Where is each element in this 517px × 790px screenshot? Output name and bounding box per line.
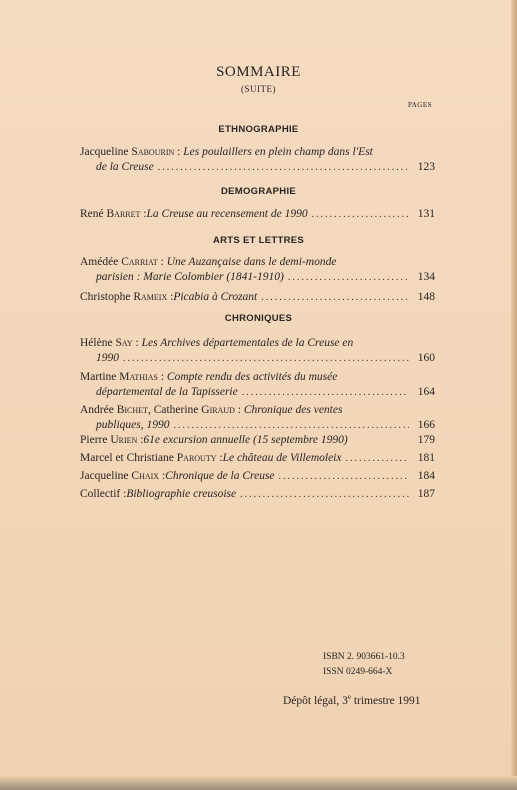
leader-dots [173,418,409,433]
entry-page: 181 [417,452,435,464]
toc-entry [80,451,435,466]
entry-title: publiques, 1990 [96,419,170,431]
entry-author: Marcel et Christiane Parouty : [80,452,223,464]
isbn: ISBN 2. 903661-10.3 [323,652,405,662]
toc-entry-line [80,451,435,466]
entry-page: 164 [417,386,435,398]
entry-author: Amédée Carriat : Une Auzançaise dans le demi-monde [80,256,337,268]
leader-dots [345,451,409,466]
entry-page: 148 [417,291,435,303]
entry-title: Bibliographie creusoise [126,488,237,500]
toc-entry [80,255,435,285]
entry-title: Chronique de la Creuse [165,470,275,482]
entry-page: 123 [417,161,435,173]
leader-dots [242,385,409,400]
toc-entry [80,336,435,366]
entry-author: Jacqueline Sabourin : Les poulaillers en plein champ dans l'Est [80,146,373,158]
entry-author: Collectif : [80,488,127,500]
entry-title: départemental de la Tapisserie [96,386,238,398]
toc-entry-line [80,255,435,270]
toc-entry [80,403,435,433]
toc-entry-line [80,270,435,285]
toc-entry-line [80,370,435,385]
entry-title: 1990 [96,352,119,364]
leader-dots [158,160,409,175]
entry-author: René Barret : [80,208,147,220]
section-heading-arts-et-lettres: ARTS ET LETTRES [212,235,305,246]
leader-dots [279,469,409,484]
toc-entry [80,370,435,400]
entry-page: 160 [417,352,435,364]
toc-entry [80,469,435,484]
toc-entry [80,433,435,448]
entry-title: de la Creuse [96,161,154,173]
toc-entry-line [80,469,435,484]
toc-entry-line [80,418,435,433]
toc-entry-line [80,290,435,305]
entry-page: 166 [417,419,435,431]
entry-author: Christophe Rameix : [80,291,174,303]
toc-entry-line [80,385,435,400]
toc-entry [80,207,435,222]
issn: ISSN 0249-664-X [323,667,393,677]
entry-page: 184 [417,470,435,482]
page-subtitle: (SUITE) [241,84,276,94]
toc-entry-line [80,433,435,448]
entry-page: 179 [417,434,435,446]
section-heading-chroniques: CHRONIQUES [224,313,293,324]
section-heading-ethnographie: ETHNOGRAPHIE [218,124,299,135]
entry-title: La Creuse au recensement de 1990 [146,208,308,220]
leader-dots [261,290,409,305]
entry-author: Andrée Bichet, Catherine Giraud : Chronique des ventes [80,404,343,416]
toc-entry [80,290,435,305]
depot-legal: Dépôt légal, 3e trimestre 1991 [283,693,421,707]
entry-page: 134 [417,271,435,283]
entry-author: Hélène Say : Les Archives départementales de la Creuse en [80,337,354,349]
leader-dots [123,351,409,366]
entry-page: 187 [417,488,435,500]
entry-page: 131 [417,208,435,220]
toc-entry-line [80,351,435,366]
entry-title: parisien : Marie Colombier (1841-1910) [96,271,284,283]
entry-title: Picabia à Crozant [173,291,258,303]
leader-dots [240,487,409,502]
toc-entry-line [80,403,435,418]
section-heading-demographie: DEMOGRAPHIE [220,186,297,197]
toc-entry [80,487,435,502]
entry-title: Le château de Villemoleix [222,452,342,464]
leader-dots [312,207,409,222]
toc-entry-line [80,145,435,160]
entry-author: Pierre Urien : [80,434,144,446]
toc-entry-line [80,487,435,502]
leader-dots [288,270,409,285]
toc-entry-line [80,336,435,351]
entry-title: 61e excursion annuelle (15 septembre 1990) [143,434,348,446]
page-edge-bottom [0,776,517,790]
toc-entry [80,145,435,175]
page-edge-right [511,0,517,790]
entry-author: Martine Mathias : Compte rendu des activités du musée [80,371,338,383]
entry-author: Jacqueline Chaix : [80,470,166,482]
toc-entry-line [80,207,435,222]
page-title: SOMMAIRE [216,64,301,80]
pages-column-label: PAGES [408,101,433,109]
toc-entry-line [80,160,435,175]
